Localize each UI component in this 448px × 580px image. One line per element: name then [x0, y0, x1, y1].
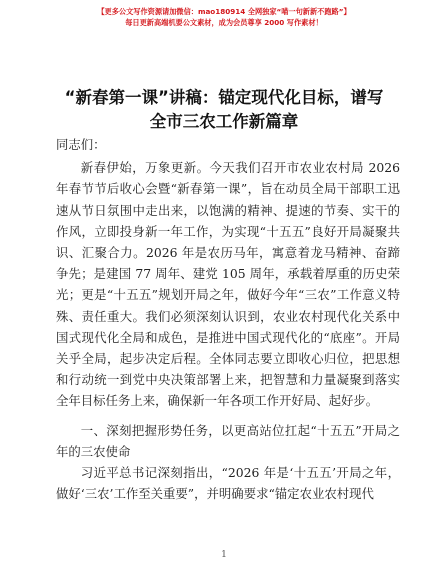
promo-banner: [0, 6, 448, 28]
document-title: [40, 86, 408, 134]
paragraph-intro: 新春伊始，万象更新。今天我们召开市农业农村局 2026 年春节节后收心会暨“新春第一课”，旨在动员全局干部职工迅速从节日氛围中走出来，以饱满的精神、提速的节奏、实干的作风，立即投身新一年工作，为实现“十五五”良好开局凝聚共识、汇聚合力。2026 年是农历马年，寓意着龙马精神、奋蹄争先；是建国 77 周年、建党 105 周年，承载着厚重的历史荣光；更是“十五五”规划开局之年，做好今年“三农”工作意义特殊、责任重大。我们必须深刻认识到，农业农村现代化关系中国式现代化全局和成色，是推进中国式现代化的“底座”。开局关乎全局，起步决定后程。全体同志要立即收心归位，把思想和行动统一到党中央决策部署上来，把智慧和力量凝聚到落实全年目标任务上来，确保新一年各项工作开好局、起好步。: [56, 160, 400, 409]
document-body: [56, 134, 400, 504]
paragraph-section-1: 习近平总书记深刻指出，“2026 年是‘十五五’开局之年，做好‘三农’工作至关重要”，并明确要求“锚定农业农村现代: [56, 465, 400, 502]
document-title-line2: 全市三农工作新篇章: [149, 112, 299, 131]
section-heading-1: 一、深刻把握形势任务，以更高站位扛起“十五五”开局之年的三农使命: [56, 422, 400, 459]
salutation: 同志们：: [56, 137, 106, 152]
document-title-line1: “新春第一课”讲稿：锚定现代化目标，谱写: [64, 88, 384, 107]
promo-banner-line2: 每日更新高端机要公文素材，成为会员尊享 2000 写作素材！: [125, 18, 323, 27]
page-number: 1: [221, 550, 227, 560]
promo-banner-line1: 【更多公文写作资源请加微信：mao180914 全网独家“喵一句新新不跑路”】: [97, 7, 351, 16]
